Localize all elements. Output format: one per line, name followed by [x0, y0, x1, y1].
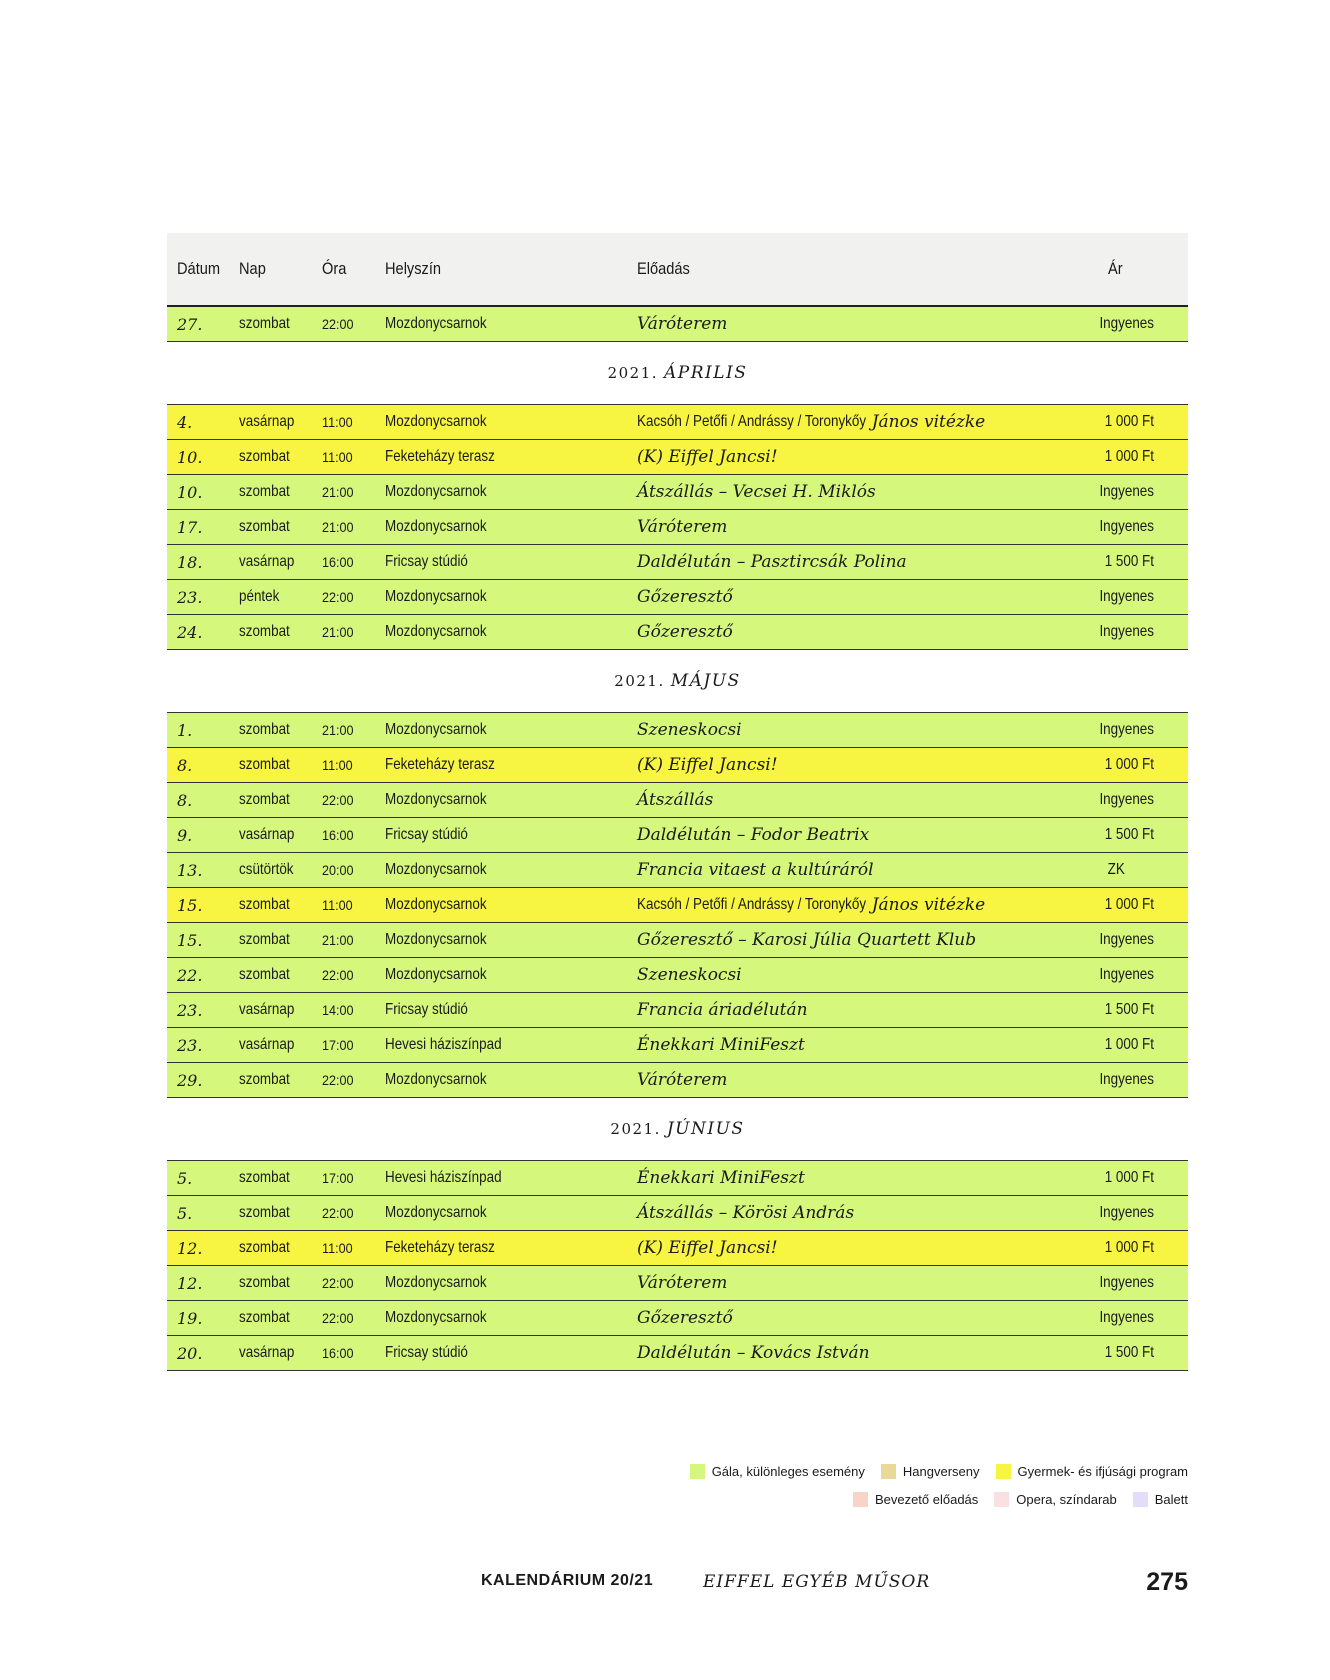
table-row: [167, 510, 1188, 545]
legend-item: [853, 1492, 978, 1507]
row-day: szombat: [239, 756, 290, 773]
row-price: Ingyenes: [1099, 483, 1154, 500]
row-title: Váróterem: [637, 517, 728, 537]
row-date: 22.: [177, 965, 203, 985]
row-venue: Mozdonycsarnok: [385, 1071, 487, 1088]
table-row: [167, 1161, 1188, 1196]
header-time: Óra: [322, 259, 347, 278]
row-price: 1 500 Ft: [1104, 1344, 1154, 1361]
row-venue: Mozdonycsarnok: [385, 1204, 487, 1221]
row-price: ZK: [1107, 861, 1125, 878]
month-year: 2021.: [607, 364, 659, 382]
row-title-cell: [637, 580, 733, 614]
legend-swatch: [853, 1492, 868, 1507]
header-date: Dátum: [177, 259, 221, 278]
row-time: 21:00: [322, 932, 354, 948]
row-time: 14:00: [322, 1002, 354, 1018]
row-time: 16:00: [322, 827, 354, 843]
row-date: 8.: [177, 755, 193, 775]
row-day: szombat: [239, 1169, 290, 1186]
row-time: 11:00: [322, 414, 353, 430]
row-title: Szeneskocsi: [637, 965, 742, 985]
row-venue: Fricsay stúdió: [385, 1001, 468, 1018]
row-time: 22:00: [322, 967, 354, 983]
table-row: [167, 958, 1188, 993]
row-venue: Feketeházy terasz: [385, 448, 495, 465]
month-year: 2021.: [610, 1120, 661, 1138]
row-price: 1 000 Ft: [1104, 413, 1154, 430]
row-day: szombat: [239, 1239, 290, 1256]
row-title-cell: [637, 405, 985, 439]
row-title-cell: [637, 615, 733, 649]
table-row: [167, 1063, 1188, 1098]
row-time: 22:00: [322, 1310, 354, 1326]
row-time: 22:00: [322, 792, 354, 808]
row-title: János vitézke: [871, 412, 986, 432]
row-title-cell: [637, 748, 778, 782]
row-price: 1 500 Ft: [1104, 826, 1154, 843]
row-venue: Hevesi háziszínpad: [385, 1036, 502, 1053]
row-day: szombat: [239, 518, 290, 535]
table-header: [167, 233, 1188, 307]
table-row: [167, 1301, 1188, 1336]
table-row: [167, 923, 1188, 958]
row-credits: Kacsóh / Petőfi / Andrássy / Toronykőy: [637, 896, 867, 913]
row-day: vasárnap: [239, 413, 295, 430]
row-title-cell: [637, 1063, 727, 1097]
row-venue: Fricsay stúdió: [385, 553, 468, 570]
row-venue: Fricsay stúdió: [385, 1344, 468, 1361]
row-day: szombat: [239, 791, 290, 808]
row-date: 4.: [177, 412, 193, 432]
table-row: [167, 580, 1188, 615]
legend-swatch: [881, 1464, 896, 1479]
row-title-cell: [637, 1196, 854, 1230]
row-price: 1 000 Ft: [1104, 448, 1154, 465]
row-venue: Mozdonycsarnok: [385, 966, 487, 983]
row-title: Átszállás: [637, 790, 714, 810]
row-venue: Mozdonycsarnok: [385, 518, 487, 535]
row-title-cell: [637, 888, 985, 922]
header-price: Ár: [1107, 259, 1123, 278]
table-row: [167, 853, 1188, 888]
row-time: 11:00: [322, 1240, 353, 1256]
table-row: [167, 748, 1188, 783]
legend-item: [996, 1464, 1189, 1479]
row-title-cell: [637, 818, 869, 852]
row-day: szombat: [239, 315, 290, 332]
legend-label: Balett: [1154, 1492, 1188, 1507]
footer-section: EIFFEL EGYÉB MŰSOR: [703, 1572, 931, 1592]
row-title: Daldélután – Pasztircsák Polina: [637, 552, 907, 572]
row-title: Átszállás – Körösi András: [637, 1203, 855, 1223]
page-footer: [0, 1568, 1330, 1598]
row-title-cell: [637, 958, 742, 992]
row-title-cell: [637, 1301, 733, 1335]
legend-item: [881, 1464, 980, 1479]
month-name: MÁJUS: [670, 671, 741, 691]
table-row: [167, 1028, 1188, 1063]
row-price: Ingyenes: [1099, 588, 1154, 605]
row-time: 21:00: [322, 519, 354, 535]
row-title-cell: [637, 1028, 805, 1062]
header-day: Nap: [239, 259, 266, 278]
row-time: 16:00: [322, 554, 354, 570]
row-title-cell: [637, 510, 727, 544]
row-date: 12.: [177, 1238, 203, 1258]
row-venue: Mozdonycsarnok: [385, 791, 487, 808]
row-title: Átszállás – Vecsei H. Miklós: [637, 482, 876, 502]
row-price: Ingyenes: [1099, 623, 1154, 640]
row-day: szombat: [239, 1309, 290, 1326]
row-title: Gőzeresztő: [637, 587, 733, 607]
row-date: 5.: [177, 1168, 193, 1188]
row-price: 1 000 Ft: [1104, 896, 1154, 913]
row-venue: Hevesi háziszínpad: [385, 1169, 502, 1186]
row-venue: Mozdonycsarnok: [385, 588, 487, 605]
table-row: [167, 818, 1188, 853]
row-date: 15.: [177, 930, 203, 950]
row-venue: Mozdonycsarnok: [385, 721, 487, 738]
row-day: szombat: [239, 483, 290, 500]
row-title: Váróterem: [637, 1273, 728, 1293]
row-price: 1 500 Ft: [1104, 553, 1154, 570]
row-date: 23.: [177, 587, 203, 607]
row-title: Francia vitaest a kultúráról: [637, 860, 874, 880]
row-day: szombat: [239, 931, 290, 948]
header-title: Előadás: [637, 259, 690, 278]
legend-swatch: [996, 1464, 1011, 1479]
row-date: 23.: [177, 1000, 203, 1020]
row-title: Gőzeresztő: [637, 622, 733, 642]
row-credits: Kacsóh / Petőfi / Andrássy / Toronykőy: [637, 413, 867, 430]
row-price: Ingyenes: [1099, 1309, 1154, 1326]
row-title-cell: [637, 307, 727, 341]
row-time: 22:00: [322, 1275, 354, 1291]
row-date: 13.: [177, 860, 203, 880]
month-heading: [167, 1098, 1188, 1161]
row-date: 8.: [177, 790, 193, 810]
row-title: Váróterem: [637, 1070, 728, 1090]
row-venue: Mozdonycsarnok: [385, 896, 487, 913]
table-row: [167, 1336, 1188, 1371]
row-day: csütörtök: [239, 861, 294, 878]
row-venue: Feketeházy terasz: [385, 1239, 495, 1256]
month-heading: [167, 650, 1188, 713]
row-title-cell: [637, 993, 808, 1027]
row-price: Ingyenes: [1099, 966, 1154, 983]
row-time: 17:00: [322, 1037, 354, 1053]
legend-line-1: [628, 1464, 1188, 1479]
row-venue: Mozdonycsarnok: [385, 315, 487, 332]
row-venue: Mozdonycsarnok: [385, 861, 487, 878]
row-title: Gőzeresztő: [637, 1308, 733, 1328]
row-title: Szeneskocsi: [637, 720, 742, 740]
row-title: (K) Eiffel Jancsi!: [637, 447, 778, 467]
row-day: vasárnap: [239, 553, 295, 570]
row-title: Váróterem: [637, 314, 728, 334]
row-date: 9.: [177, 825, 193, 845]
table-row: [167, 1231, 1188, 1266]
row-date: 24.: [177, 622, 203, 642]
row-date: 12.: [177, 1273, 203, 1293]
row-venue: Mozdonycsarnok: [385, 483, 487, 500]
legend-swatch: [690, 1464, 705, 1479]
row-time: 11:00: [322, 897, 353, 913]
row-title-cell: [637, 1231, 778, 1265]
table-row: [167, 405, 1188, 440]
row-price: Ingyenes: [1099, 518, 1154, 535]
legend-item: [690, 1464, 865, 1479]
row-price: 1 500 Ft: [1104, 1001, 1154, 1018]
row-title-cell: [637, 440, 778, 474]
row-date: 1.: [177, 720, 193, 740]
legend-item: [994, 1492, 1116, 1507]
row-title-cell: [637, 1336, 870, 1370]
table-row: [167, 713, 1188, 748]
row-date: 10.: [177, 447, 203, 467]
row-title-cell: [637, 783, 713, 817]
row-title: Énekkari MiniFeszt: [637, 1168, 805, 1188]
legend-label: Gyermek- és ifjúsági program: [1017, 1464, 1188, 1479]
row-title: Gőzeresztő – Karosi Júlia Quartett Klub: [637, 930, 977, 950]
header-venue: Helyszín: [385, 259, 442, 278]
row-venue: Feketeházy terasz: [385, 756, 495, 773]
footer-brand: KALENDÁRIUM 20/21: [481, 1572, 654, 1589]
row-day: szombat: [239, 1071, 290, 1088]
row-price: Ingyenes: [1099, 1071, 1154, 1088]
month-name: JÚNIUS: [666, 1119, 745, 1139]
row-day: péntek: [239, 588, 280, 605]
row-time: 16:00: [322, 1345, 354, 1361]
row-time: 22:00: [322, 316, 354, 332]
table-row: [167, 993, 1188, 1028]
row-date: 20.: [177, 1343, 203, 1363]
row-price: Ingyenes: [1099, 791, 1154, 808]
legend-label: Gála, különleges esemény: [711, 1464, 865, 1479]
row-price: 1 000 Ft: [1104, 1036, 1154, 1053]
row-title-cell: [637, 713, 742, 747]
legend-swatch: [1133, 1492, 1148, 1507]
month-name: ÁPRILIS: [664, 363, 748, 383]
row-time: 21:00: [322, 484, 354, 500]
table-row: [167, 1266, 1188, 1301]
row-date: 15.: [177, 895, 203, 915]
row-title-cell: [637, 475, 876, 509]
table-row: [167, 307, 1188, 342]
row-day: vasárnap: [239, 826, 295, 843]
row-date: 19.: [177, 1308, 203, 1328]
row-time: 11:00: [322, 757, 353, 773]
month-year: 2021.: [614, 672, 665, 690]
row-day: szombat: [239, 1204, 290, 1221]
table-row: [167, 1196, 1188, 1231]
row-date: 29.: [177, 1070, 203, 1090]
table-row: [167, 545, 1188, 580]
row-venue: Mozdonycsarnok: [385, 1274, 487, 1291]
row-title: Énekkari MiniFeszt: [637, 1035, 805, 1055]
legend-label: Opera, színdarab: [1016, 1492, 1117, 1507]
program-table: [167, 233, 1188, 1371]
row-time: 21:00: [322, 624, 354, 640]
row-title: Francia áriadélután: [637, 1000, 808, 1020]
row-date: 17.: [177, 517, 203, 537]
row-title-cell: [637, 1266, 727, 1300]
row-title: (K) Eiffel Jancsi!: [637, 1238, 778, 1258]
row-day: szombat: [239, 448, 290, 465]
legend-label: Hangverseny: [902, 1464, 980, 1479]
legend-swatch: [994, 1492, 1009, 1507]
row-day: vasárnap: [239, 1036, 295, 1053]
row-price: 1 000 Ft: [1104, 1169, 1154, 1186]
row-date: 18.: [177, 552, 203, 572]
row-day: szombat: [239, 1274, 290, 1291]
table-row: [167, 440, 1188, 475]
row-day: vasárnap: [239, 1344, 295, 1361]
legend: [628, 1464, 1188, 1520]
row-venue: Mozdonycsarnok: [385, 413, 487, 430]
row-date: 23.: [177, 1035, 203, 1055]
row-time: 22:00: [322, 1205, 354, 1221]
row-venue: Fricsay stúdió: [385, 826, 468, 843]
row-venue: Mozdonycsarnok: [385, 1309, 487, 1326]
row-price: 1 000 Ft: [1104, 1239, 1154, 1256]
row-title-cell: [637, 1161, 805, 1195]
legend-line-2: [628, 1492, 1188, 1507]
row-day: szombat: [239, 721, 290, 738]
month-heading: [167, 342, 1188, 405]
table-row: [167, 475, 1188, 510]
row-day: szombat: [239, 966, 290, 983]
row-time: 11:00: [322, 449, 353, 465]
row-title-cell: [637, 853, 874, 887]
row-price: Ingyenes: [1099, 931, 1154, 948]
table-body: [167, 307, 1188, 1371]
row-title: Daldélután – Kovács István: [637, 1343, 870, 1363]
row-price: Ingyenes: [1099, 721, 1154, 738]
row-price: Ingyenes: [1099, 1204, 1154, 1221]
table-row: [167, 615, 1188, 650]
row-day: szombat: [239, 623, 290, 640]
table-row: [167, 783, 1188, 818]
row-venue: Mozdonycsarnok: [385, 931, 487, 948]
row-price: Ingyenes: [1099, 315, 1154, 332]
row-time: 22:00: [322, 589, 354, 605]
row-day: vasárnap: [239, 1001, 295, 1018]
row-title: Daldélután – Fodor Beatrix: [637, 825, 870, 845]
row-date: 27.: [177, 314, 203, 334]
row-venue: Mozdonycsarnok: [385, 623, 487, 640]
row-time: 17:00: [322, 1170, 354, 1186]
table-row: [167, 888, 1188, 923]
row-title: (K) Eiffel Jancsi!: [637, 755, 778, 775]
row-time: 21:00: [322, 722, 354, 738]
legend-item: [1133, 1492, 1188, 1507]
row-date: 5.: [177, 1203, 193, 1223]
row-date: 10.: [177, 482, 203, 502]
page-number: 275: [1146, 1568, 1188, 1596]
row-title-cell: [637, 923, 976, 957]
row-price: 1 000 Ft: [1104, 756, 1154, 773]
row-price: Ingyenes: [1099, 1274, 1154, 1291]
row-title-cell: [637, 545, 907, 579]
legend-label: Bevezető előadás: [874, 1492, 979, 1507]
row-day: szombat: [239, 896, 290, 913]
row-title: János vitézke: [871, 895, 986, 915]
row-time: 22:00: [322, 1072, 354, 1088]
row-time: 20:00: [322, 862, 354, 878]
